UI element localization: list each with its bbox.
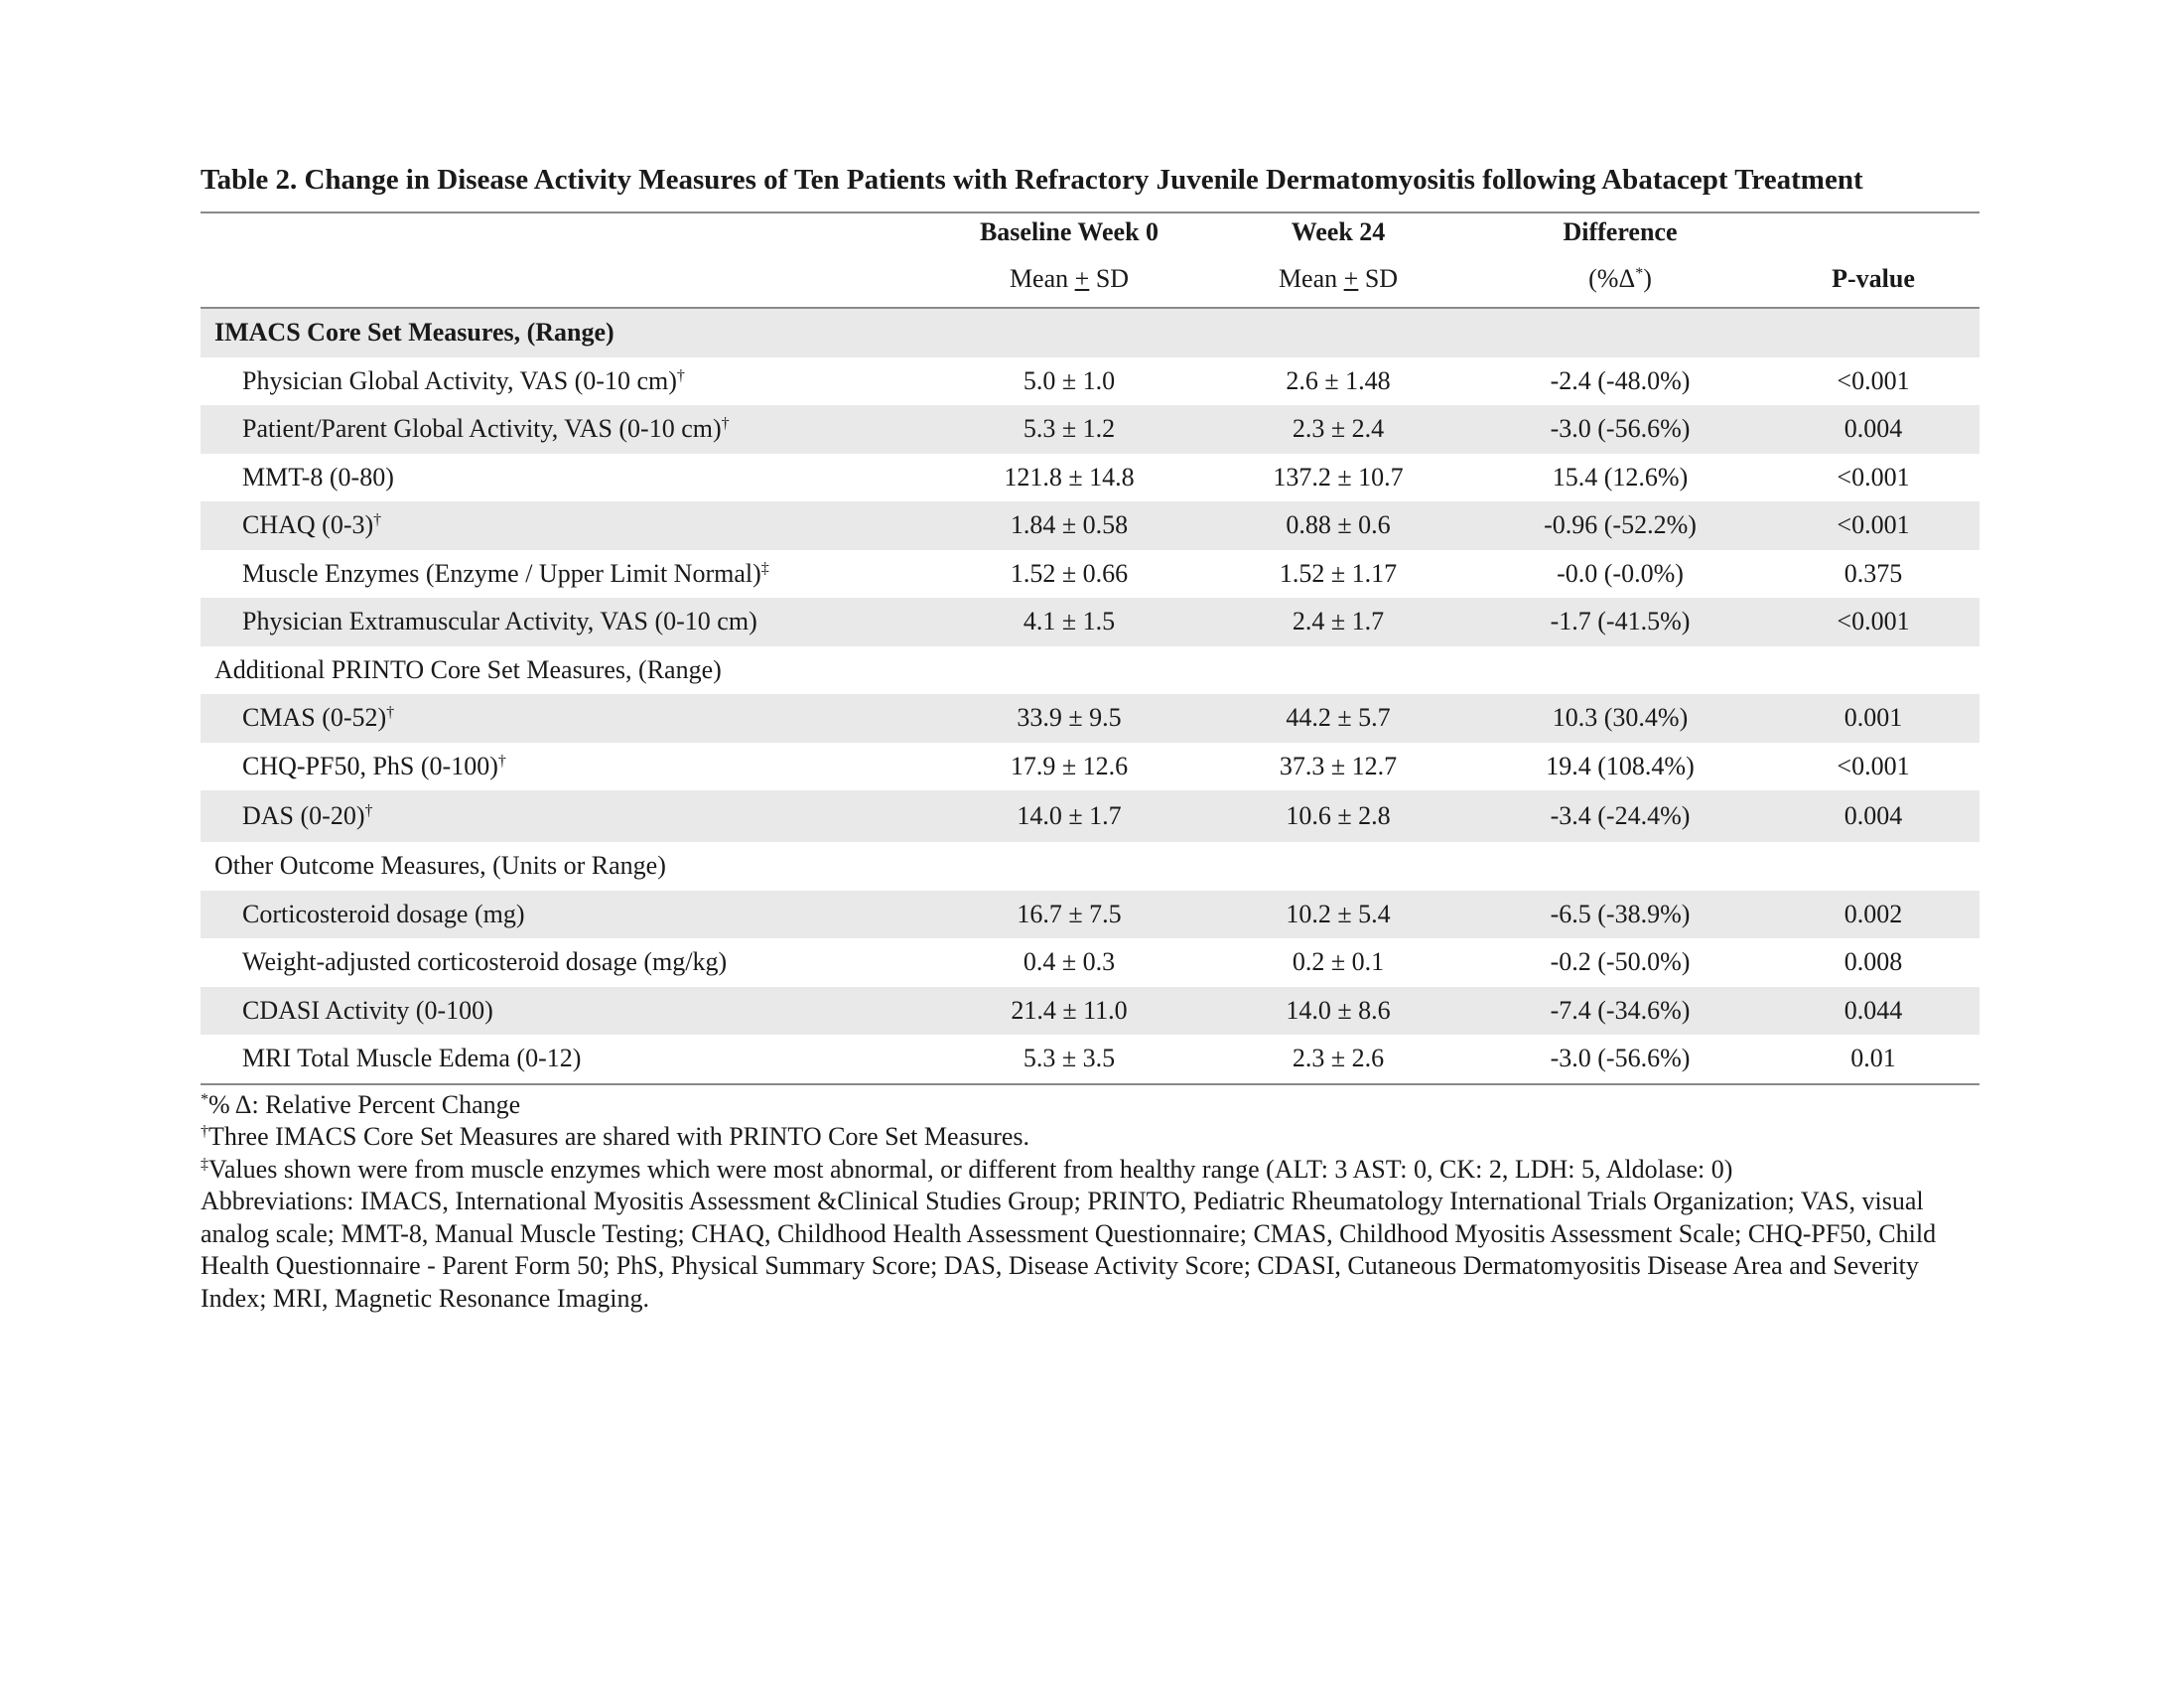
pvalue-cell: <0.001	[1837, 751, 1910, 780]
section-row-other	[201, 842, 1979, 891]
pvalue-cell: 0.008	[1843, 947, 1903, 977]
header-difference: Difference	[1563, 217, 1678, 246]
table-row	[201, 790, 1979, 842]
week24-cell: 0.2 ± 0.1	[1292, 947, 1385, 977]
row-label: Physician Global Activity, VAS (0-10 cm)†	[242, 365, 685, 395]
pvalue-cell: 0.01	[1850, 1044, 1896, 1073]
week24-cell: 2.3 ± 2.6	[1292, 1044, 1385, 1073]
pvalue-cell: 0.004	[1767, 405, 1979, 454]
pvalue-cell: 0.002	[1767, 891, 1979, 939]
week24-cell: 10.2 ± 5.4	[1203, 891, 1473, 939]
difference-cell: 15.4 (12.6%)	[1552, 462, 1689, 492]
week24-cell: 137.2 ± 10.7	[1273, 462, 1404, 492]
week24-cell: 2.3 ± 2.4	[1203, 405, 1473, 454]
header-week24: Week 24	[1291, 217, 1386, 246]
row-label: Muscle Enzymes (Enzyme / Upper Limit Normal)‡	[242, 558, 769, 588]
table-row	[201, 987, 1979, 1036]
pvalue-cell: <0.001	[1837, 365, 1910, 395]
difference-cell: 19.4 (108.4%)	[1546, 751, 1695, 780]
baseline-cell: 5.3 ± 3.5	[1023, 1044, 1116, 1073]
row-label: Patient/Parent Global Activity, VAS (0-10 cm)†	[201, 405, 935, 454]
section-row-imacs	[201, 309, 1979, 357]
difference-cell: -2.4 (-48.0%)	[1550, 365, 1691, 395]
pvalue-cell: 0.375	[1843, 558, 1903, 588]
table-row	[201, 405, 1979, 454]
table-title: Table 2. Change in Disease Activity Measures of Ten Patients with Refractory Juvenile Dermatomyositis following Abatacept Treatment	[201, 164, 1863, 196]
row-label: Physician Extramuscular Activity, VAS (0-10 cm)	[201, 598, 935, 646]
row-label: CHQ-PF50, PhS (0-100)†	[242, 751, 506, 780]
week24-cell: 44.2 ± 5.7	[1203, 694, 1473, 743]
results-table	[201, 213, 1979, 1083]
table-row	[201, 694, 1979, 743]
table-row	[201, 501, 1979, 550]
difference-cell: -6.5 (-38.9%)	[1473, 891, 1767, 939]
table-bottom-rule	[201, 1083, 1979, 1085]
difference-cell: -3.0 (-56.6%)	[1473, 405, 1767, 454]
table-body	[201, 309, 1979, 1083]
row-label: CDASI Activity (0-100)	[201, 987, 935, 1036]
baseline-cell: 0.4 ± 0.3	[1023, 947, 1116, 977]
baseline-cell: 16.7 ± 7.5	[935, 891, 1203, 939]
table-row	[201, 891, 1979, 939]
baseline-cell: 4.1 ± 1.5	[935, 598, 1203, 646]
pvalue-cell: <0.001	[1767, 501, 1979, 550]
baseline-cell: 21.4 ± 11.0	[935, 987, 1203, 1036]
baseline-cell: 33.9 ± 9.5	[935, 694, 1203, 743]
difference-cell: -0.0 (-0.0%)	[1557, 558, 1684, 588]
section-label: Additional PRINTO Core Set Measures, (Range)	[214, 654, 722, 684]
document-page	[201, 159, 1979, 1315]
abbreviations-note: Abbreviations: IMACS, International Myositis Assessment &Clinical Studies Group; PRINTO, Pediatric Rheumatology International Trials Organization; VAS, visual analog scale; MMT-8, Manual Muscle Testing; CHAQ, Childhood Health Assessment Questionnaire; CMAS, Childhood Myositis Assessment Scale; CHQ-PF50, Child Health Questionnaire - Parent Form 50; PhS, Physical Summary Score; DAS, Disease Activity Score; CDASI, Cutaneous Dermatomyositis Disease Area and Severity Index; MRI, Magnetic Resonance Imaging.	[201, 1187, 1937, 1313]
header-row-2	[201, 251, 1979, 308]
row-label: DAS (0-20)†	[201, 790, 935, 842]
section-row-printo	[201, 646, 1979, 695]
row-label: MRI Total Muscle Edema (0-12)	[242, 1044, 582, 1073]
header-blank	[201, 213, 935, 251]
row-label: CHAQ (0-3)†	[201, 501, 935, 550]
table-row	[201, 1035, 1979, 1083]
difference-cell: -3.0 (-56.6%)	[1550, 1044, 1691, 1073]
baseline-cell: 5.0 ± 1.0	[1023, 365, 1116, 395]
header-pvalue: P-value	[1832, 264, 1915, 293]
footnote: †Three IMACS Core Set Measures are shared with PRINTO Core Set Measures.	[201, 1122, 1030, 1151]
difference-cell: 10.3 (30.4%)	[1473, 694, 1767, 743]
difference-cell: -0.96 (-52.2%)	[1473, 501, 1767, 550]
table-header	[201, 213, 1979, 309]
table-row	[201, 454, 1979, 502]
header-blank	[201, 251, 935, 308]
table-row	[201, 938, 1979, 987]
week24-cell: 37.3 ± 12.7	[1279, 751, 1398, 780]
header-row-1	[201, 213, 1979, 251]
baseline-cell: 1.52 ± 0.66	[1010, 558, 1129, 588]
table-footnotes	[201, 1089, 1979, 1316]
pvalue-cell: 0.044	[1767, 987, 1979, 1036]
row-label: CMAS (0-52)†	[201, 694, 935, 743]
week24-cell: 1.52 ± 1.17	[1279, 558, 1398, 588]
footnote: ‡Values shown were from muscle enzymes which were most abnormal, or different from healthy range (ALT: 3 AST: 0, CK: 2, LDH: 5, Aldolase: 0)	[201, 1154, 1733, 1184]
header-blank	[1767, 213, 1979, 251]
pvalue-cell: 0.001	[1767, 694, 1979, 743]
week24-cell: 14.0 ± 8.6	[1203, 987, 1473, 1036]
table-row	[201, 598, 1979, 646]
week24-cell: 2.4 ± 1.7	[1203, 598, 1473, 646]
difference-cell: -7.4 (-34.6%)	[1473, 987, 1767, 1036]
week24-cell: 0.88 ± 0.6	[1203, 501, 1473, 550]
section-label: Other Outcome Measures, (Units or Range)	[214, 851, 666, 881]
baseline-cell: 1.84 ± 0.58	[935, 501, 1203, 550]
row-label: Corticosteroid dosage (mg)	[201, 891, 935, 939]
week24-cell: 2.6 ± 1.48	[1286, 365, 1391, 395]
row-label: MMT-8 (0-80)	[242, 462, 394, 492]
table-row	[201, 357, 1979, 406]
pvalue-cell: <0.001	[1767, 598, 1979, 646]
row-label: Weight-adjusted corticosteroid dosage (mg/kg)	[242, 947, 728, 977]
difference-cell: -3.4 (-24.4%)	[1473, 790, 1767, 842]
pvalue-cell: 0.004	[1767, 790, 1979, 842]
difference-cell: -1.7 (-41.5%)	[1473, 598, 1767, 646]
baseline-cell: 17.9 ± 12.6	[1010, 751, 1129, 780]
baseline-cell: 5.3 ± 1.2	[935, 405, 1203, 454]
footnote: *% Δ: Relative Percent Change	[201, 1089, 521, 1119]
header-difference-sub: (%Δ*)	[1588, 264, 1652, 293]
table-row	[201, 550, 1979, 599]
table-row	[201, 743, 1979, 791]
baseline-cell: 121.8 ± 14.8	[1004, 462, 1135, 492]
section-label: IMACS Core Set Measures, (Range)	[201, 309, 1979, 357]
week24-cell: 10.6 ± 2.8	[1203, 790, 1473, 842]
baseline-cell: 14.0 ± 1.7	[935, 790, 1203, 842]
difference-cell: -0.2 (-50.0%)	[1550, 947, 1691, 977]
header-baseline: Baseline Week 0	[979, 217, 1160, 246]
pvalue-cell: <0.001	[1837, 462, 1910, 492]
header-baseline-sub: Mean + SD	[1009, 264, 1130, 293]
header-week24-sub: Mean + SD	[1278, 264, 1399, 293]
